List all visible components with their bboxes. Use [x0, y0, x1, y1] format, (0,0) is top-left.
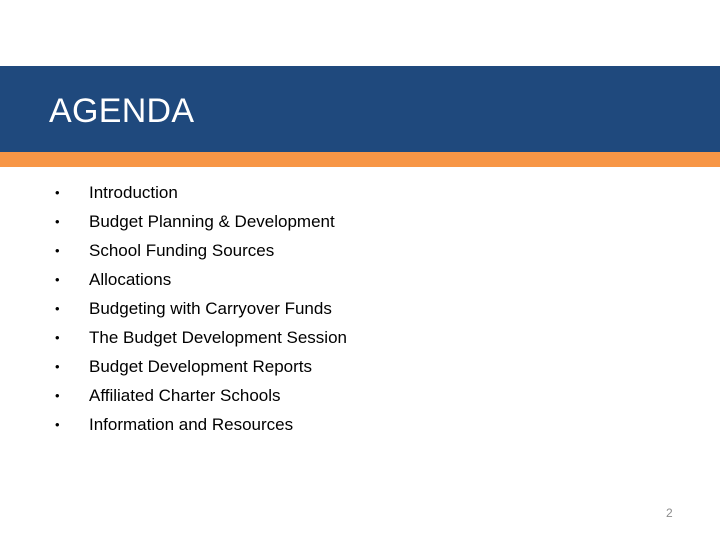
- bullet-icon: •: [55, 388, 60, 403]
- bullet-icon: •: [55, 272, 60, 287]
- bullet-icon: •: [55, 301, 60, 316]
- bullet-icon: •: [55, 330, 60, 345]
- agenda-item-label: Budget Development Reports: [89, 357, 313, 376]
- bullet-icon: •: [55, 185, 60, 200]
- bullet-icon: •: [55, 243, 60, 258]
- agenda-item-label: Introduction: [89, 183, 178, 202]
- bullet-icon: •: [55, 359, 60, 374]
- page-number: 2: [666, 506, 673, 520]
- agenda-item-label: Allocations: [89, 270, 172, 289]
- agenda-item-label: Information and Resources: [89, 415, 294, 434]
- agenda-item-label: Budget Planning & Development: [89, 212, 335, 231]
- bullet-icon: •: [55, 214, 60, 229]
- agenda-item-label: Budgeting with Carryover Funds: [89, 299, 332, 318]
- agenda-item-label: The Budget Development Session: [89, 328, 347, 347]
- bullet-icon: •: [55, 417, 60, 432]
- agenda-item-label: Affiliated Charter Schools: [89, 386, 281, 405]
- accent-bar: [0, 152, 720, 167]
- agenda-item-label: School Funding Sources: [89, 241, 275, 260]
- slide-title: AGENDA: [49, 92, 195, 130]
